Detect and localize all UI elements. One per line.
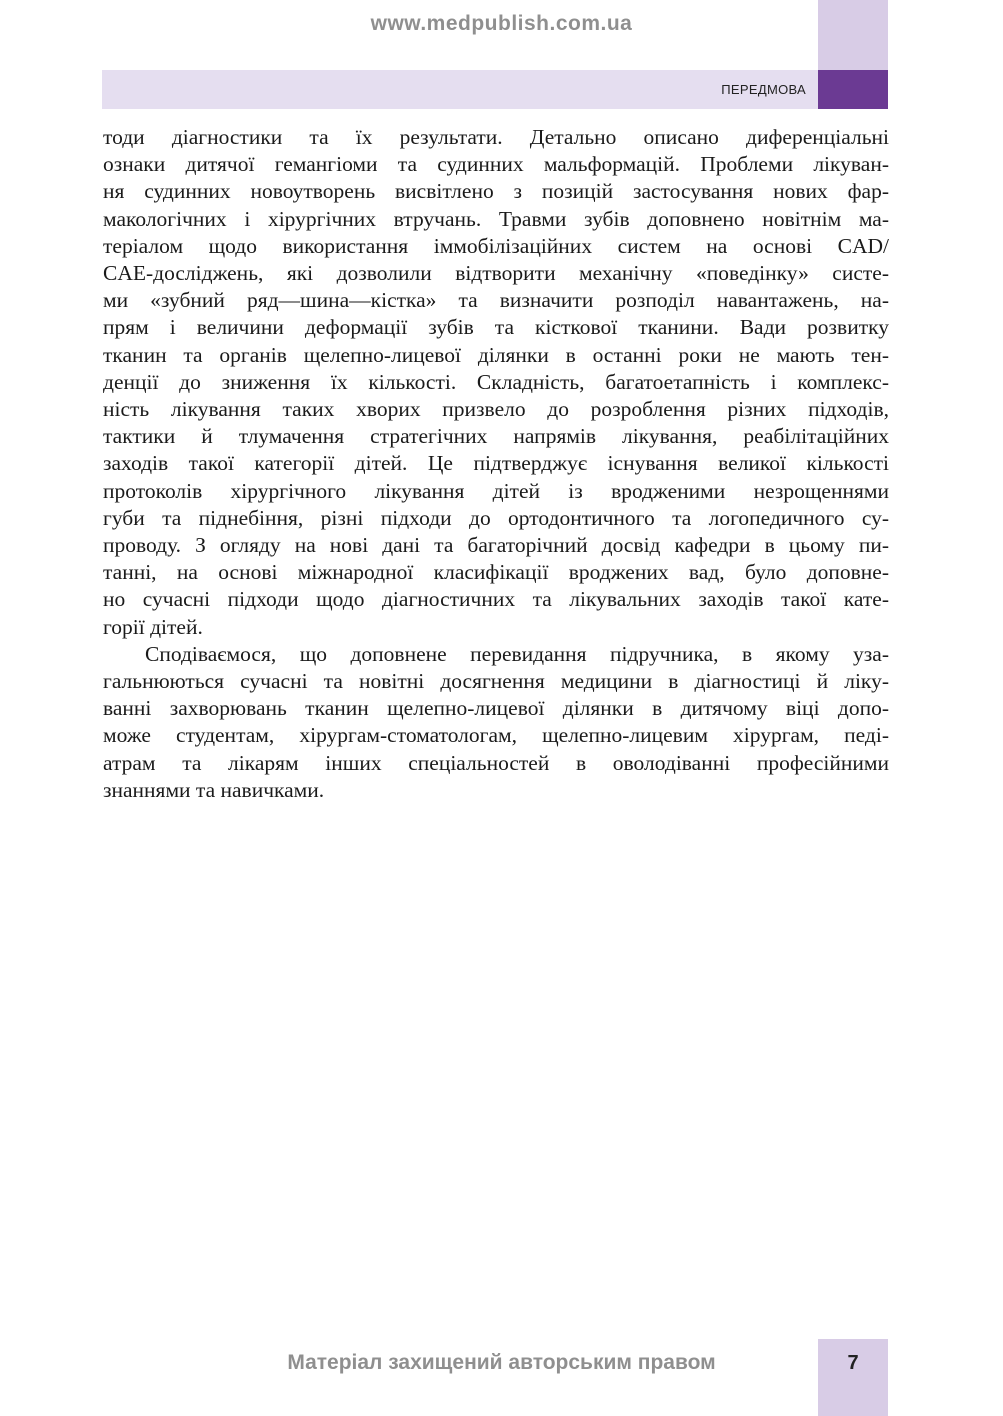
text-line: знаннями та навичками.: [103, 777, 325, 802]
text-line: Сподіваємося, що доповнене перевидання підручника, в якому уза-: [145, 641, 889, 666]
paragraph-2: [103, 641, 889, 804]
text-line: ність лікування таких хворих призвело до розроблення різних підходів,: [103, 397, 889, 422]
text-line: танні, на основі міжнародної класифікації вроджених вад, було доповне-: [103, 560, 889, 585]
running-header-label: ПЕРЕДМОВА: [721, 82, 806, 97]
text-line: тоди діагностики та їх результати. Детально описано диференціальні: [103, 125, 889, 149]
text-line: тканин та органів щелепно-лицевої ділянки в останні роки не мають тен-: [103, 342, 889, 367]
text-line: атрам та лікарям інших спеціальностей в оволодіванні професійними: [103, 750, 889, 775]
text-line: CAE-досліджень, які дозволили відтворити механічну «поведінку» систе-: [103, 261, 889, 286]
watermark-url: www.medpublish.com.ua: [370, 12, 633, 35]
copyright-watermark: Матеріал захищений авторським правом: [287, 1351, 716, 1374]
text-line: тактики й тлумачення стратегічних напрямів лікування, реабілітаційних: [103, 424, 889, 449]
paragraph-1: [103, 124, 889, 641]
text-line: губи та піднебіння, різні підходи до ортодонтичного та логопедичного су-: [103, 505, 889, 530]
text-line: проводу. З огляду на нові дані та багаторічний досвід кафедри в цьому пи-: [103, 533, 889, 558]
text-line: макологічних і хірургічних втручань. Травми зубів доповнено новітнім ма-: [103, 206, 889, 231]
text-line: горії дітей.: [103, 614, 203, 639]
text-line: ми «зубний ряд—шина—кістка» та визначити розподіл навантажень, на-: [103, 288, 889, 313]
text-line: ванні захворювань тканин щелепно-лицевої ділянки в дитячому віці допо-: [103, 696, 889, 721]
text-line: прям і величини деформації зубів та кісткової тканини. Вади розвитку: [103, 315, 889, 340]
text-line: денції до зниження їх кількості. Складність, багатоетапність і комплекс-: [103, 369, 889, 394]
corner-tab: [818, 0, 888, 70]
header-accent-block: [818, 70, 888, 109]
text-line: гальнюються сучасні та новітні досягнення медицини в діагностиці й ліку-: [103, 669, 889, 694]
text-line: теріалом щодо використання іммобілізаційних систем на основі CAD/: [103, 233, 889, 258]
body-text: [103, 124, 889, 804]
text-line: ознаки дитячої гемангіоми та судинних мальформацій. Проблеми лікуван-: [103, 152, 889, 177]
text-line: заходів такої категорії дітей. Це підтверджує існування великої кількості: [103, 451, 889, 476]
text-line: ня судинних новоутворень висвітлено з позицій застосування нових фар-: [103, 179, 889, 204]
text-line: протоколів хірургічного лікування дітей із вродженими незрощеннями: [103, 478, 889, 503]
text-line: може студентам, хірургам-стоматологам, щелепно-лицевим хірургам, педі-: [103, 723, 889, 748]
page-number: 7: [847, 1352, 859, 1374]
text-line: но сучасні підходи щодо діагностичних та лікувальних заходів такої кате-: [103, 587, 889, 612]
